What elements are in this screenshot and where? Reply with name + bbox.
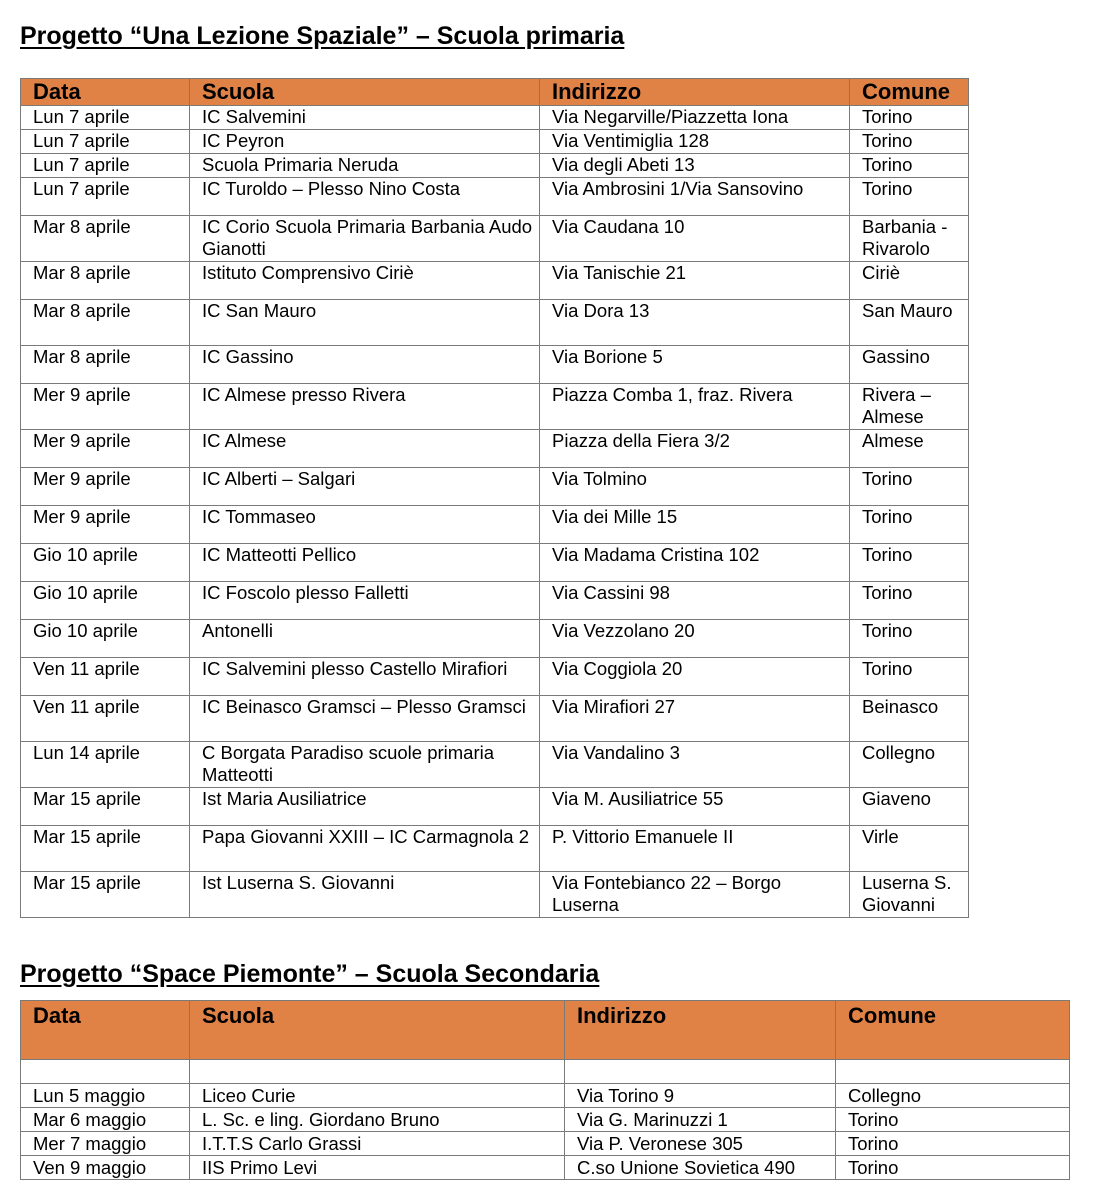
cell-scuola: I.T.T.S Carlo Grassi xyxy=(190,1132,565,1156)
table-row xyxy=(21,1156,1070,1180)
cell-data: Ven 9 maggio xyxy=(21,1156,190,1180)
cell-scuola: L. Sc. e ling. Giordano Bruno xyxy=(190,1108,565,1132)
table-row xyxy=(21,620,969,658)
cell-data: Mer 9 aprile xyxy=(21,506,190,544)
column-header-indirizzo: Indirizzo xyxy=(565,1001,836,1060)
cell-scuola: IC Almese xyxy=(190,430,540,468)
table-row xyxy=(21,130,969,154)
cell-scuola: Antonelli xyxy=(190,620,540,658)
column-header-indirizzo: Indirizzo xyxy=(540,79,850,106)
cell-comune: Ciriè xyxy=(850,262,969,300)
table-row xyxy=(21,216,969,262)
cell-scuola: IC Beinasco Gramsci – Plesso Gramsci xyxy=(190,696,540,742)
cell-scuola: IC Almese presso Rivera xyxy=(190,384,540,430)
cell-data: Ven 11 aprile xyxy=(21,696,190,742)
cell-scuola: Ist Luserna S. Giovanni xyxy=(190,872,540,918)
cell-comune: Torino xyxy=(850,582,969,620)
cell-comune: Giaveno xyxy=(850,788,969,826)
cell-data: Ven 11 aprile xyxy=(21,658,190,696)
cell-scuola xyxy=(190,1060,565,1084)
cell-comune: Collegno xyxy=(850,742,969,788)
cell-scuola: IC Salvemini xyxy=(190,106,540,130)
cell-indirizzo: Via Borione 5 xyxy=(540,346,850,384)
cell-scuola: IC Foscolo plesso Falletti xyxy=(190,582,540,620)
cell-scuola: IC San Mauro xyxy=(190,300,540,346)
table-row xyxy=(21,696,969,742)
table-row xyxy=(21,1132,1070,1156)
cell-data: Mar 15 aprile xyxy=(21,872,190,918)
table-row xyxy=(21,742,969,788)
table-row xyxy=(21,1060,1070,1084)
cell-scuola: Istituto Comprensivo Ciriè xyxy=(190,262,540,300)
cell-data: Mar 8 aprile xyxy=(21,216,190,262)
column-header-comune: Comune xyxy=(836,1001,1070,1060)
cell-data: Mer 7 maggio xyxy=(21,1132,190,1156)
cell-comune: Almese xyxy=(850,430,969,468)
table-header-row xyxy=(21,79,969,106)
table-row xyxy=(21,384,969,430)
table-row xyxy=(21,430,969,468)
cell-indirizzo: Via Dora 13 xyxy=(540,300,850,346)
cell-comune: Torino xyxy=(850,544,969,582)
cell-data: Lun 7 aprile xyxy=(21,154,190,178)
cell-scuola: C Borgata Paradiso scuole primaria Matteotti xyxy=(190,742,540,788)
cell-scuola: Liceo Curie xyxy=(190,1084,565,1108)
cell-indirizzo: Via Mirafiori 27 xyxy=(540,696,850,742)
cell-indirizzo: Via M. Ausiliatrice 55 xyxy=(540,788,850,826)
column-header-scuola: Scuola xyxy=(190,1001,565,1060)
cell-data: Lun 14 aprile xyxy=(21,742,190,788)
cell-indirizzo: Via Madama Cristina 102 xyxy=(540,544,850,582)
cell-data: Lun 7 aprile xyxy=(21,178,190,216)
column-header-data: Data xyxy=(21,1001,190,1060)
cell-indirizzo: Via P. Veronese 305 xyxy=(565,1132,836,1156)
cell-data: Mar 15 aprile xyxy=(21,788,190,826)
cell-indirizzo: Via Caudana 10 xyxy=(540,216,850,262)
cell-indirizzo: Via Cassini 98 xyxy=(540,582,850,620)
cell-comune: Torino xyxy=(836,1156,1070,1180)
cell-comune: Torino xyxy=(836,1132,1070,1156)
cell-scuola: IIS Primo Levi xyxy=(190,1156,565,1180)
cell-comune: San Mauro xyxy=(850,300,969,346)
cell-indirizzo: Via Fontebianco 22 – Borgo Luserna xyxy=(540,872,850,918)
column-header-comune: Comune xyxy=(850,79,969,106)
cell-data: Mar 6 maggio xyxy=(21,1108,190,1132)
cell-data: Gio 10 aprile xyxy=(21,582,190,620)
schedule-table-primaria xyxy=(20,78,969,918)
cell-data xyxy=(21,1060,190,1084)
cell-comune: Torino xyxy=(850,506,969,544)
cell-indirizzo: Via dei Mille 15 xyxy=(540,506,850,544)
cell-indirizzo: Via Negarville/Piazzetta Iona xyxy=(540,106,850,130)
cell-indirizzo: Via Vandalino 3 xyxy=(540,742,850,788)
cell-comune: Torino xyxy=(850,154,969,178)
table-row xyxy=(21,826,969,872)
table-row xyxy=(21,346,969,384)
table-row xyxy=(21,788,969,826)
cell-comune: Barbania - Rivarolo xyxy=(850,216,969,262)
cell-data: Mar 8 aprile xyxy=(21,262,190,300)
cell-comune: Torino xyxy=(850,178,969,216)
cell-scuola: Scuola Primaria Neruda xyxy=(190,154,540,178)
cell-comune: Luserna S. Giovanni xyxy=(850,872,969,918)
cell-comune: Collegno xyxy=(836,1084,1070,1108)
cell-scuola: IC Turoldo – Plesso Nino Costa xyxy=(190,178,540,216)
cell-data: Lun 5 maggio xyxy=(21,1084,190,1108)
cell-scuola: IC Peyron xyxy=(190,130,540,154)
cell-indirizzo xyxy=(565,1060,836,1084)
cell-data: Mar 8 aprile xyxy=(21,300,190,346)
cell-scuola: IC Corio Scuola Primaria Barbania Audo Gianotti xyxy=(190,216,540,262)
cell-indirizzo: Via Ventimiglia 128 xyxy=(540,130,850,154)
table-row xyxy=(21,1108,1070,1132)
section-title-primaria: Progetto “Una Lezione Spaziale” – Scuola primaria xyxy=(20,22,625,50)
table-row xyxy=(21,544,969,582)
table-row xyxy=(21,300,969,346)
cell-data: Lun 7 aprile xyxy=(21,130,190,154)
section-title-secondaria: Progetto “Space Piemonte” – Scuola Secondaria xyxy=(20,960,600,988)
cell-indirizzo: C.so Unione Sovietica 490 xyxy=(565,1156,836,1180)
table-row xyxy=(21,468,969,506)
cell-data: Lun 7 aprile xyxy=(21,106,190,130)
table-row xyxy=(21,262,969,300)
cell-comune: Beinasco xyxy=(850,696,969,742)
table-row xyxy=(21,506,969,544)
cell-scuola: IC Tommaseo xyxy=(190,506,540,544)
cell-scuola: IC Matteotti Pellico xyxy=(190,544,540,582)
table-row xyxy=(21,582,969,620)
cell-comune: Torino xyxy=(850,106,969,130)
cell-data: Mer 9 aprile xyxy=(21,430,190,468)
cell-indirizzo: Via Tolmino xyxy=(540,468,850,506)
cell-indirizzo: Via Vezzolano 20 xyxy=(540,620,850,658)
cell-comune: Torino xyxy=(850,130,969,154)
cell-scuola: IC Alberti – Salgari xyxy=(190,468,540,506)
cell-indirizzo: Via Tanischie 21 xyxy=(540,262,850,300)
cell-indirizzo: Via Torino 9 xyxy=(565,1084,836,1108)
cell-indirizzo: Via G. Marinuzzi 1 xyxy=(565,1108,836,1132)
cell-comune: Rivera – Almese xyxy=(850,384,969,430)
table-row xyxy=(21,658,969,696)
cell-comune: Virle xyxy=(850,826,969,872)
table-row xyxy=(21,872,969,918)
cell-comune xyxy=(836,1060,1070,1084)
cell-data: Gio 10 aprile xyxy=(21,544,190,582)
cell-comune: Torino xyxy=(836,1108,1070,1132)
column-header-data: Data xyxy=(21,79,190,106)
cell-scuola: IC Salvemini plesso Castello Mirafiori xyxy=(190,658,540,696)
cell-comune: Torino xyxy=(850,658,969,696)
cell-comune: Torino xyxy=(850,620,969,658)
cell-indirizzo: P. Vittorio Emanuele II xyxy=(540,826,850,872)
cell-data: Gio 10 aprile xyxy=(21,620,190,658)
cell-data: Mar 15 aprile xyxy=(21,826,190,872)
cell-scuola: IC Gassino xyxy=(190,346,540,384)
table-row xyxy=(21,178,969,216)
cell-indirizzo: Piazza della Fiera 3/2 xyxy=(540,430,850,468)
cell-scuola: Ist Maria Ausiliatrice xyxy=(190,788,540,826)
cell-indirizzo: Via degli Abeti 13 xyxy=(540,154,850,178)
table-row xyxy=(21,106,969,130)
column-header-scuola: Scuola xyxy=(190,79,540,106)
cell-comune: Torino xyxy=(850,468,969,506)
cell-indirizzo: Via Ambrosini 1/Via Sansovino xyxy=(540,178,850,216)
cell-indirizzo: Via Coggiola 20 xyxy=(540,658,850,696)
cell-comune: Gassino xyxy=(850,346,969,384)
cell-scuola: Papa Giovanni XXIII – IC Carmagnola 2 xyxy=(190,826,540,872)
table-header-row xyxy=(21,1001,1070,1060)
cell-indirizzo: Piazza Comba 1, fraz. Rivera xyxy=(540,384,850,430)
table-row xyxy=(21,154,969,178)
table-row xyxy=(21,1084,1070,1108)
cell-data: Mar 8 aprile xyxy=(21,346,190,384)
cell-data: Mer 9 aprile xyxy=(21,468,190,506)
cell-data: Mer 9 aprile xyxy=(21,384,190,430)
schedule-table-secondaria xyxy=(20,1000,1070,1180)
